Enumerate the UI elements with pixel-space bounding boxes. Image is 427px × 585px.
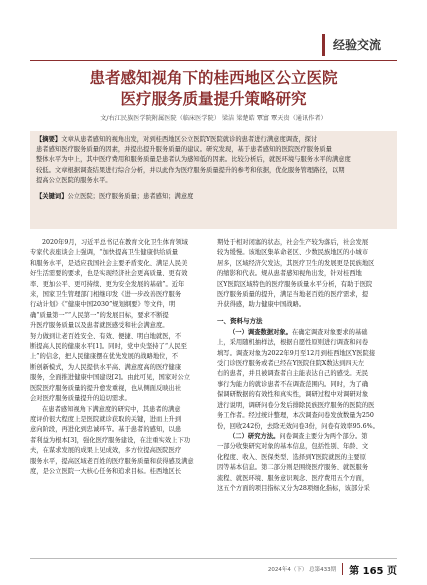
keywords-label: 【关键词】: [36, 193, 68, 201]
body-line: 服务，全面推进健康中国建设[2]。由此可见，国家对公立: [30, 374, 191, 382]
keywords-line: [36, 192, 391, 202]
body-line: 的缩影和代表。规从患者感知视角出发，针对桂西地: [217, 270, 362, 278]
body-line: 上，采用随机抽样法，根据自愿性原则进行调查和问卷: [217, 339, 369, 347]
body-line: 较为缓慢。该地区集革命老区、少数民族地区的小城市: [217, 249, 369, 257]
body-line: 务工作者。经过统计整理，本次调查问卷发放数量为250: [217, 412, 374, 420]
keywords-text: 公立医院；医疗服务质量；患者感知；满意度: [67, 193, 194, 201]
body-line: 份，回收242份，去除无效问卷3份，问卷有效率95.6%。: [217, 422, 379, 430]
body-line: 填写。调查对象为2022年9月至12月到桂西地区Y医院接: [217, 349, 376, 357]
abstract-label: 【摘要】: [36, 136, 62, 143]
page-number: 第 165 页: [349, 565, 397, 577]
article-title-line-2: 医疗服务质量提升策略研究: [120, 90, 307, 108]
body-line: 断创新模式，为人民提供水平高、满意度高的医疗健康: [30, 363, 182, 371]
body-right-column: [217, 238, 397, 494]
page-footer: [268, 562, 397, 576]
column-tag: 经验交流: [322, 34, 394, 56]
body-line: 医院医疗服务质量的提升愈发重视，也从侧面反映出社: [30, 384, 182, 392]
body-line: 好生活需要的要求，也是实现经济社会更高质量、更有效: [30, 270, 188, 278]
abstract-line: 患者感知医疗服务质量的因素，并提出提升服务质量的建议。研究发现，基于患者感知的医院医疗服务质量: [36, 146, 332, 154]
subsection-2-first-line: [217, 432, 397, 442]
footer-divider: [30, 558, 397, 559]
issue-info: 2024年4（下） 总第433期: [267, 567, 337, 573]
footer-separator: [342, 563, 343, 575]
body-line: 升获得感，助力健康中国战略。: [217, 301, 306, 309]
body-line: 受门诊医疗服务或者已经在Y医院住院X数达到四天左: [217, 360, 365, 368]
body-line: 努力做到让老百姓安全、有效、便捷、明白地就医，不: [30, 332, 182, 340]
abstract-line: 较低。文章根据调查结果进行综合分析，并以此作为医疗服务质量提升的参考和依据，优化服务管理路径，以期: [36, 166, 345, 174]
body-line: 升医疗服务质量以及患者就医感受和社会满意度。: [30, 322, 169, 330]
author-byline: 文/右江民族医学院附属医院（临床医学院） 梁洁 梁楚皓 覃富 覃天贵（通讯作者）: [100, 115, 327, 122]
body-line: 2020年9月，习近平总书记在教育文化卫生体育领域: [42, 239, 188, 246]
body-line: 流程、就医环境、服务意识观念、医疗费用五个方面，: [217, 474, 369, 482]
subsection-1-label: （一）调查数据对象。: [229, 328, 292, 336]
body-line: 事行为能力的就诊患者不在调查范围内。同时，为了确: [217, 380, 369, 388]
section-heading: 一、资料与方法: [217, 316, 263, 325]
abstract-line: 提高公立医院的服务水平。: [36, 176, 112, 184]
body-line: 度评价很大程度上是医院就诊获取的关键，进而上升到: [30, 415, 182, 423]
body-line: 夫，在谋求发展的成果上见成效，多方位提高医院医疗: [30, 447, 182, 455]
subsection-2-label: （二）研究方法。: [229, 432, 280, 440]
body-line: 会对医疗服务质量提升的迫切需求。: [30, 395, 131, 403]
body-line: 和服务水平，是适应我国社会主要矛盾变化、满足人民美: [30, 259, 188, 267]
abstract-line: [36, 135, 391, 145]
body-line: 区Y医院区域特色的医疗服务质量水平分析，有助于医院: [217, 280, 373, 288]
body-line: 意向阶段，再进化到忠诚环节。基于患者的感知，以患: [30, 426, 182, 434]
subsection-2-text: 问卷调查主要分为两个部分。第: [279, 432, 368, 440]
abstract-text: 文章从患者感知的视角出发，对到桂西地区公立医院Y医院就诊的患者进行满意度调查，探讨: [61, 136, 318, 143]
subsection-1-first-line: [217, 328, 397, 338]
body-line: 来，国家卫生管理部门相继印发《进一步改善医疗服务: [30, 291, 182, 299]
body-line: 率、更加公平、更可持续、更为安全发展的基础”。近年: [30, 280, 185, 288]
body-line: 专家代表座谈会上强调，“加快提高卫生健康供给质量: [30, 249, 179, 257]
body-line: 度，是公立医院一大核心任务和追求目标。桂西地区长: [30, 467, 182, 475]
body-line: 化程度、收入、医保类型、选择到Y医院就医的主要原: [217, 453, 366, 461]
body-line: 这五个方面的项目指标又分为28项细化指标，该部分采: [217, 484, 370, 492]
body-line: 服务水平，提高区域老百姓的医疗服务质量和获得感及满意: [30, 457, 194, 465]
article-title-line-1: 患者感知视角下的桂西地区公立医院: [89, 69, 338, 87]
body-line: 医疗服务质量的提升，满足当地老百姓的医疗需求，提: [217, 291, 369, 299]
subsection-1-text: 在确定调查对象要求的基础: [291, 328, 368, 336]
body-line: 断提高人民的健康水平[1]。同时，党中央坚持了“人民至: [30, 343, 187, 351]
body-line: 保调研数据的有效性和真实性，调研过程中对调研对象: [217, 391, 369, 399]
body-line: 者利益为根本[3]，强化医疗服务建设，在注重实效上下功: [30, 436, 191, 444]
abstract-line: 整体水平为中上，其中医疗费用和服务质量是患者认为感知低的因素。比较分析后，就医环境与服务水平的满意度: [36, 156, 351, 164]
body-line: 期处于相对闭塞的状态，社会生产较为落后，社会发展: [217, 239, 369, 246]
header-divider: [30, 60, 397, 61]
body-line: 行动计划》《“健康中国2030”规划纲要》等文件，明: [30, 301, 176, 309]
body-line: 一部分收集研究对象的基本信息，包括性别、年龄、文: [217, 443, 369, 451]
body-line: 因等基本信息。第二部分则是围绕医疗服务、就医服务: [217, 464, 369, 472]
body-line: 确“质量第一”“人民第一”的发展目标，要求不断提: [30, 311, 169, 319]
body-left-column: [30, 238, 210, 477]
body-line: 上”的信念，把人民健康摆在优先发展的战略地位，不: [30, 353, 179, 361]
abstract-box: [30, 131, 397, 229]
body-line: 居多，区域经济欠发达，其医疗卫生的发展更是民族地区: [217, 259, 375, 267]
body-line: 右的患者，并且被调查者自主能表达自己的感受。无民: [217, 370, 369, 378]
body-line: 进行说明，调研问卷分发后排除民族医疗服务的医院的医: [217, 401, 375, 409]
body-line: 在患者感知视角下满意度的研究中，其患者的满意: [42, 405, 181, 413]
